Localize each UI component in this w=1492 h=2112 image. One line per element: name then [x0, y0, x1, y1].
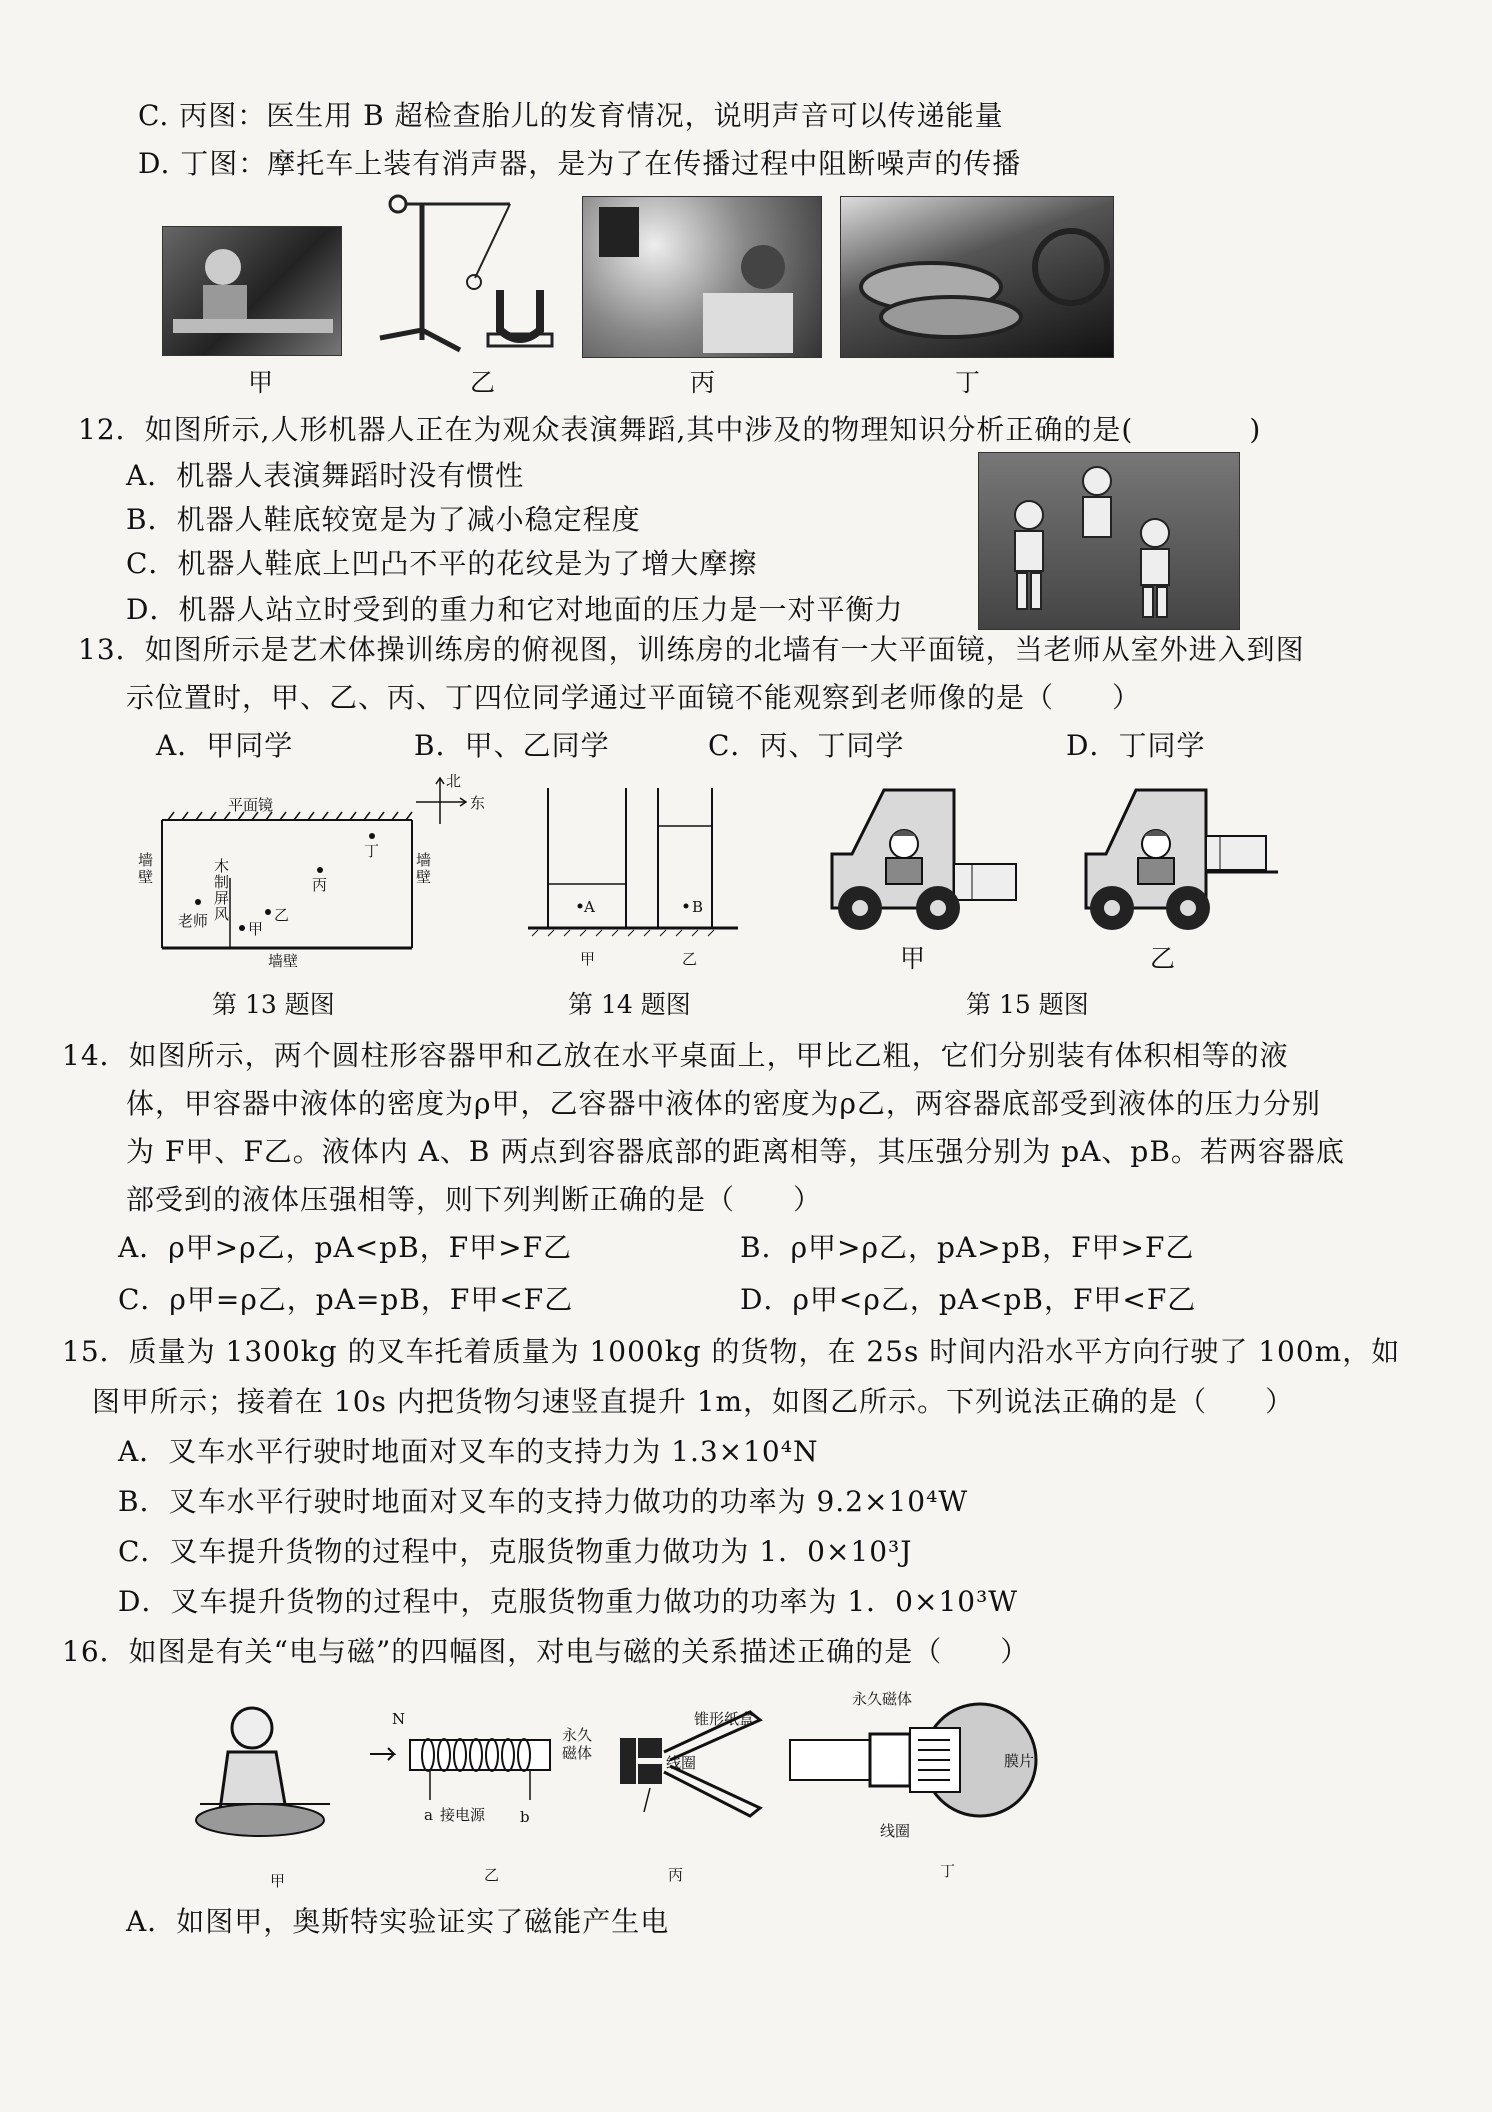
q13-stem-line1: 13．如图所示是艺术体操训练房的俯视图，训练房的北墙有一大平面镜，当老师从室外进入到图: [78, 633, 1305, 666]
q13-option-a: A．甲同学: [156, 729, 294, 762]
q11-caption-jia: 甲: [248, 368, 274, 397]
figure-13-diagram: [140, 778, 460, 978]
q15-option-d: D．叉车提升货物的过程中，克服货物重力做功的功率为 1．0×10³W: [118, 1585, 1019, 1618]
fig16-caption-ding: 丁: [940, 1862, 956, 1880]
q11-caption-bing: 丙: [690, 368, 716, 397]
q14-line4: 部受到的液体压强相等，则下列判断正确的是（ ）: [126, 1183, 823, 1216]
fig16-cone-label: 锥形纸盒: [694, 1710, 755, 1728]
q12-stem: 12．如图所示,人形机器人正在为观众表演舞蹈,其中涉及的物理知识分析正确的是( ): [78, 413, 1262, 446]
q15-option-a: A．叉车水平行驶时地面对叉车的支持力为 1.3×10⁴N: [118, 1435, 819, 1468]
fig14-point-b: B: [692, 898, 704, 916]
q14-option-a: A．ρ甲>ρ乙，pA<pB，F甲>F乙: [118, 1231, 573, 1264]
q15-option-b: B．叉车水平行驶时地面对叉车的支持力做功的功率为 9.2×10⁴W: [118, 1485, 969, 1518]
q12-option-b: B．机器人鞋底较宽是为了减小稳定程度: [126, 503, 641, 536]
figure-14-diagram: [528, 788, 738, 948]
fig13-north-label: 北: [446, 772, 462, 790]
q13-option-b: B．甲、乙同学: [414, 729, 610, 762]
fig13-yi-label: 乙: [274, 906, 290, 924]
fig13-east-label: 东: [470, 794, 486, 812]
q14-option-c: C．ρ甲=ρ乙，pA=pB，F甲<F乙: [118, 1283, 574, 1316]
fig16-bing-magnet-label: 永久磁体: [562, 1726, 593, 1762]
q14-line1: 14．如图所示，两个圆柱形容器甲和乙放在水平桌面上，甲比乙粗，它们分别装有体积相等的液: [62, 1039, 1289, 1072]
fig16-caption-bing: 丙: [668, 1866, 684, 1884]
fig13-jia-label: 甲: [248, 920, 264, 938]
q16-option-a: A．如图甲，奥斯特实验证实了磁能产生电: [126, 1905, 670, 1938]
fig14-point-a: A: [584, 898, 595, 916]
fig13-ding-label: 丁: [364, 842, 380, 860]
q14-option-d: D．ρ甲<ρ乙，pA<pB，F甲<F乙: [740, 1283, 1197, 1316]
q14-option-b: B．ρ甲>ρ乙，pA>pB，F甲>F乙: [740, 1231, 1195, 1264]
fig13-teacher-label: 老师: [178, 912, 209, 930]
fig16-power-label: 接电源: [440, 1806, 486, 1824]
q11-image-jia: [162, 226, 342, 356]
q11-option-c: C. 丙图：医生用 B 超检查胎儿的发育情况，说明声音可以传递能量: [138, 99, 1004, 132]
fig13-left-wall-label: 墙壁: [138, 851, 154, 886]
fig15-yi-label: 乙: [1150, 944, 1176, 973]
q11-image-ding: [840, 196, 1114, 358]
fig15-caption: 第 15 题图: [966, 990, 1089, 1019]
fig13-right-wall-label: 墙壁: [416, 851, 432, 886]
fig16-ding-coil-label: 线圈: [880, 1822, 911, 1840]
figure-15-forklift-jia: [812, 780, 1042, 940]
fig16-north-pole-label: N: [392, 1710, 406, 1728]
fig14-jia-label: 甲: [580, 950, 596, 968]
q11-caption-ding: 丁: [955, 368, 981, 397]
fig16-membrane-label: 膜片: [1004, 1752, 1035, 1770]
fig14-caption: 第 14 题图: [568, 990, 691, 1019]
fig16-bing-coil-label: 线圈: [666, 1754, 697, 1772]
q13-option-d: D．丁同学: [1066, 729, 1206, 762]
q12-option-a: A．机器人表演舞蹈时没有惯性: [126, 459, 525, 492]
fig13-screen-label: 木制屏风: [214, 857, 230, 923]
fig14-yi-label: 乙: [682, 950, 698, 968]
q14-line2: 体，甲容器中液体的密度为ρ甲，乙容器中液体的密度为ρ乙，两容器底部受到液体的压力分别: [126, 1087, 1321, 1120]
q12-robot-photo: [978, 452, 1240, 630]
q12-option-d: D．机器人站立时受到的重力和它对地面的压力是一对平衡力: [126, 593, 904, 626]
fig16-terminal-b-label: b: [520, 1808, 530, 1826]
fig16-caption-jia: 甲: [270, 1872, 286, 1890]
fig13-bing-label: 丙: [312, 876, 328, 894]
fig13-mirror-label: 平面镜: [228, 796, 274, 814]
q11-caption-yi: 乙: [470, 368, 496, 397]
q11-option-d: D. 丁图：摩托车上装有消声器，是为了在传播过程中阻断噪声的传播: [138, 147, 1022, 180]
q15-line1: 15．质量为 1300kg 的叉车托着质量为 1000kg 的货物，在 25s 时间内沿水平方向行驶了 100m，如: [62, 1335, 1401, 1368]
q11-image-bing: [582, 196, 822, 358]
q16-stem: 16．如图是有关“电与磁”的四幅图，对电与磁的关系描述正确的是（ ）: [62, 1635, 1030, 1668]
fig16-ding-magnet-label: 永久磁体: [852, 1690, 913, 1708]
q15-option-c: C．叉车提升货物的过程中，克服货物重力做功为 1．0×10³J: [118, 1535, 913, 1568]
fig16-yi-electromagnet-image: [370, 1720, 570, 1810]
q13-stem-line2: 示位置时，甲、乙、丙、丁四位同学通过平面镜不能观察到老师像的是（ ）: [126, 681, 1142, 714]
q15-line2: 图甲所示；接着在 10s 内把货物匀速竖直提升 1m，如图乙所示。下列说法正确的是（ ）: [92, 1385, 1295, 1418]
fig16-terminal-a-label: a: [424, 1806, 433, 1824]
fig16-caption-yi: 乙: [484, 1866, 500, 1884]
fig13-bottom-wall-label: 墙壁: [268, 952, 299, 970]
fig13-caption: 第 13 题图: [212, 990, 335, 1019]
q14-line3: 为 F甲、F乙。液体内 A、B 两点到容器底部的距离相等，其压强分别为 pA、pB。若两容器底: [126, 1135, 1345, 1168]
q13-option-c: C．丙、丁同学: [708, 729, 905, 762]
q12-option-c: C．机器人鞋底上凹凸不平的花纹是为了增大摩擦: [126, 547, 758, 580]
q11-image-yi: [370, 190, 560, 360]
fig15-jia-label: 甲: [900, 944, 926, 973]
fig16-jia-oersted-image: [190, 1700, 350, 1850]
figure-15-forklift-yi: [1070, 780, 1290, 940]
